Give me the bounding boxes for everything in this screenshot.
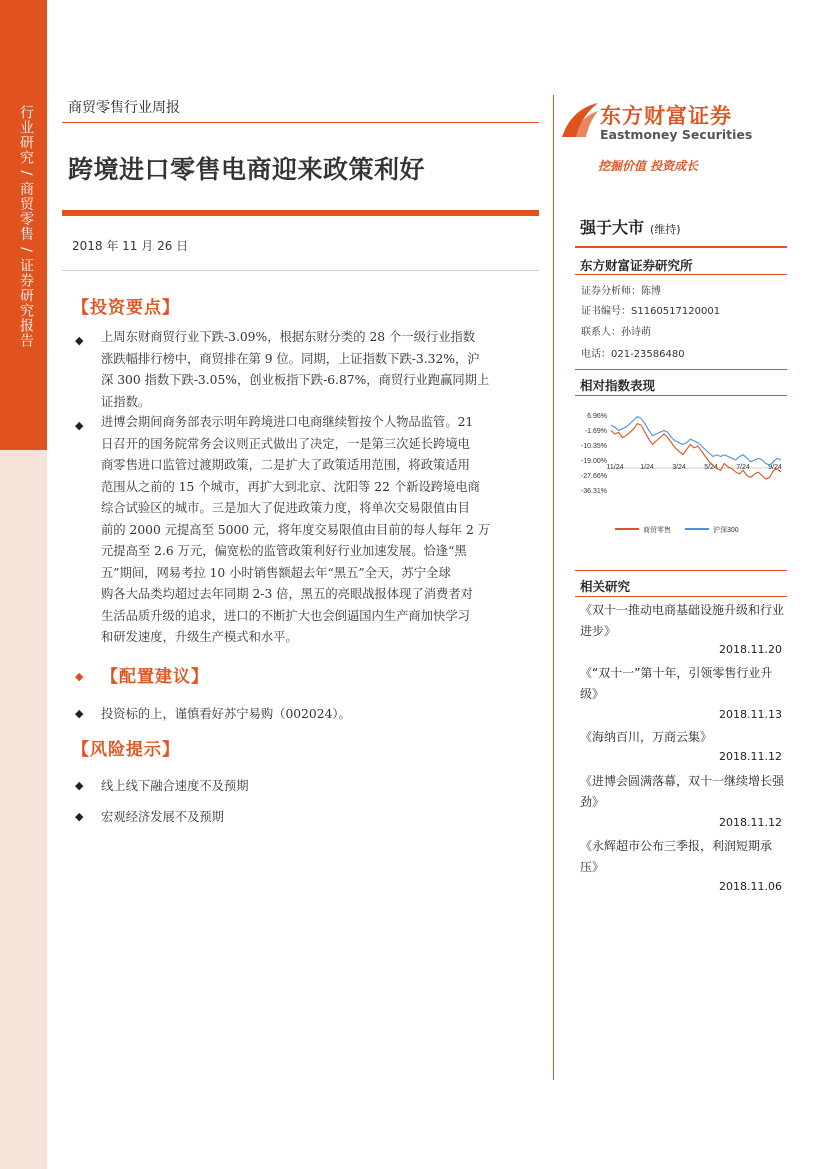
- related-heading: 相关研究: [580, 579, 631, 594]
- x-tick-label: 5/24: [704, 463, 718, 471]
- paragraph-line: 购各大品类均超过去年同期 2-3 倍，黑五的亮眼战报体现了消费者对: [101, 587, 473, 601]
- contact-rule: [575, 369, 787, 370]
- phone: 电话：021-23586480: [581, 349, 685, 360]
- sidebar-text: 行业研究 / 商贸零售 / 证券研究报告: [18, 105, 34, 349]
- related-research-title[interactable]: 《双十一推动电商基础设施升级和行业进步》: [580, 603, 785, 638]
- allocation-text: 投资标的上，谨慎看好苏宁易购（002024）。: [101, 707, 351, 721]
- related-research-date: 2018.11.20: [719, 643, 782, 656]
- column-divider: [553, 95, 554, 1080]
- paragraph-line: 上周东财商贸行业下跌-3.09%，根据东财分类的 28 个一级行业指数: [101, 330, 476, 344]
- related-research-date: 2018.11.06: [719, 880, 782, 893]
- paragraph-line: 前的 2000 元提高至 5000 元，将年度交易限值由目前的每人每年 2 万: [101, 522, 490, 537]
- y-tick-label: -19.00%: [580, 458, 607, 465]
- logo-text-cn: 东方财富证券: [600, 104, 732, 128]
- logo-text-en: Eastmoney Securities: [600, 127, 753, 142]
- paragraph-line: 商零售进口监管过渡期政策，二是扩大了政策适用范围，将政策适用: [101, 458, 470, 472]
- paragraph-line: 深 300 指数下跌-3.05%，创业板指下跌-6.87%，商贸行业跑赢同期上: [101, 373, 490, 387]
- risk-item-2: 宏观经济发展不及预期: [101, 810, 224, 824]
- diamond-bullet-icon: ◆: [75, 707, 84, 720]
- paragraph-line: 综合试验区的城市。三是加大了促进政策力度，将单次交易限值由目: [101, 501, 470, 515]
- rating-value: 强于大市: [580, 218, 645, 237]
- paragraph-line: 元提高至 2.6 万元，偏宽松的监管政策利好行业加速发展。恰逢“黑: [101, 544, 467, 558]
- y-tick-label: 6.96%: [587, 413, 607, 420]
- cert-number: 证书编号：S1160517120001: [581, 306, 721, 317]
- related-rule-top: [575, 570, 787, 571]
- related-research-date: 2018.11.13: [719, 708, 782, 721]
- rating-sub: (维持): [650, 223, 681, 236]
- y-tick-label: -36.31%: [580, 488, 607, 495]
- diamond-bullet-icon: ◆: [75, 779, 84, 792]
- paragraph-line: 进博会期间商务部表示明年跨境进口电商继续暂按个人物品监管。21: [101, 415, 474, 429]
- x-tick-label: 1/24: [640, 463, 654, 471]
- related-research-title[interactable]: 《进博会圆满落幕，双十一继续增长强劲》: [580, 774, 785, 809]
- header-rule: [62, 122, 539, 123]
- report-type: 商贸零售行业周报: [68, 100, 180, 116]
- slogan: 挖掘价值 投资成长: [598, 159, 699, 173]
- x-tick-label: 7/24: [736, 463, 750, 471]
- paragraph-line: 日召开的国务院常务会议则正式做出了决定，一是第三次延长跨境电: [101, 436, 470, 451]
- relative-index-chart: [573, 405, 788, 555]
- x-tick-label: 11/24: [606, 463, 624, 471]
- diamond-bullet-icon: ◆: [75, 419, 84, 432]
- date-rule: [62, 270, 539, 271]
- sidebar: [0, 0, 47, 1169]
- related-research-title[interactable]: 《“双十一”第十年，引领零售行业升级》: [580, 666, 773, 701]
- risk-heading: 【风险提示】: [72, 740, 180, 760]
- related-research-title[interactable]: 《永辉超市公布三季报，利润短期承压》: [580, 839, 773, 874]
- y-tick-label: -1.69%: [584, 428, 607, 435]
- sidebar-lower: [0, 450, 47, 1169]
- legend-label: 沪深300: [713, 527, 739, 534]
- company-logo: [556, 95, 766, 155]
- y-tick-label: -10.35%: [580, 443, 607, 450]
- rating: [580, 215, 681, 238]
- logo-mark-icon: [558, 99, 600, 141]
- page-title: 跨境进口零售电商迎来政策利好: [68, 155, 426, 184]
- paragraph-line: 范围从之前的 15 个城市，再扩大到北京、沈阳等 22 个新设跨境电商: [101, 479, 480, 494]
- risk-item-1: 线上线下融合速度不及预期: [101, 779, 249, 793]
- paragraph-line: 五”期间，网易考拉 10 小时销售额超去年“黑五”全天，苏宁全球: [101, 565, 451, 580]
- report-date: 2018 年 11 月 26 日: [72, 239, 189, 253]
- title-rule: [62, 210, 539, 216]
- y-tick-label: -27.66%: [580, 473, 607, 480]
- rating-rule: [575, 246, 787, 248]
- legend-label: 商贸零售: [643, 527, 671, 534]
- related-rule: [575, 596, 787, 597]
- allocation-heading: 【配置建议】: [101, 667, 209, 687]
- series-line-retail: [611, 424, 781, 480]
- paragraph-line: 涨跌幅排行榜中，商贸排在第 9 位。同期，上证指数下跌-3.32%，沪: [101, 351, 480, 366]
- chart-svg: [573, 405, 788, 555]
- related-research-date: 2018.11.12: [719, 750, 782, 763]
- chart-heading: 相对指数表现: [580, 378, 656, 393]
- related-research-title[interactable]: 《海纳百川，万商云集》: [580, 730, 713, 744]
- paragraph-line: 和研发速度，升级生产模式和水平。: [101, 630, 298, 644]
- x-tick-label: 9/24: [768, 463, 782, 471]
- diamond-bullet-icon: ◆: [75, 810, 84, 823]
- related-research-date: 2018.11.12: [719, 816, 782, 829]
- institute-name: 东方财富证券研究所: [580, 258, 693, 273]
- contact: 联系人：孙诗萌: [581, 327, 651, 338]
- paragraph-line: 证指数。: [101, 394, 151, 409]
- chart-rule: [575, 395, 787, 396]
- paragraph-line: 生活品质升级的追求，进口的不断扩大也会倒逼国内生产商加快学习: [101, 608, 470, 623]
- analyst: 证券分析师：陈博: [581, 286, 661, 297]
- institute-rule: [575, 274, 787, 275]
- investment-heading: 【投资要点】: [72, 298, 180, 318]
- x-tick-label: 3/24: [672, 463, 686, 471]
- diamond-bullet-icon: ◆: [75, 670, 84, 683]
- diamond-bullet-icon: ◆: [75, 334, 84, 347]
